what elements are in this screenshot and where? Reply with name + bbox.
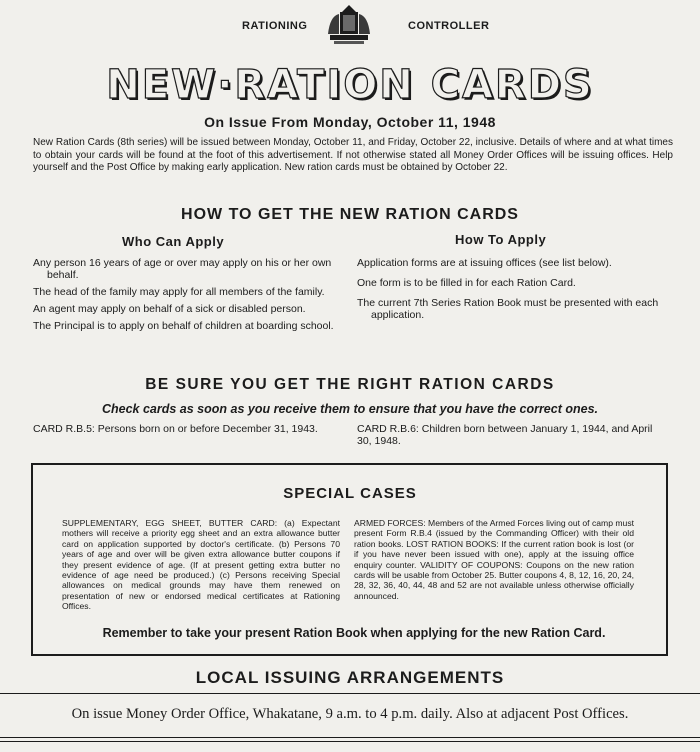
intro-paragraph: New Ration Cards (8th series) will be issued between Monday, October 11, and Friday, October 22, inclusive. Details of where and at what times to obtain your cards will be found at the foot of this advertisement. If not otherwise stated all Money Order Offices will be issuing offices. Help yourself and the Post Office by making early application. New ration cards must be obtained by October 22. — [33, 137, 673, 173]
list-item: The current 7th Series Ration Book must be presented with each application. — [357, 297, 659, 321]
list-item: One form is to be filled in for each Ration Card. — [357, 277, 576, 289]
list-item: The head of the family may apply for all members of the family. — [33, 286, 325, 298]
right-cards-heading: BE SURE YOU GET THE RIGHT RATION CARDS — [145, 376, 555, 393]
how-to-apply-heading: How To Apply — [455, 232, 547, 247]
main-title: NEW·RATION CARDS — [106, 62, 594, 108]
header-right-word: CONTROLLER — [408, 20, 490, 32]
local-issuing-heading: LOCAL ISSUING ARRANGEMENTS — [195, 668, 505, 687]
how-to-get-heading: HOW TO GET THE NEW RATION CARDS — [181, 206, 519, 223]
card-rb6: CARD R.B.6: Children born between January 1, 1944, and April 30, 1948. — [357, 423, 653, 447]
royal-coat-of-arms-icon — [326, 4, 372, 46]
list-item: Any person 16 years of age or over may apply on his or her own behalf. — [33, 257, 332, 281]
divider — [0, 741, 700, 742]
special-cases-heading: SPECIAL CASES — [283, 485, 417, 502]
local-issuing-line: On issue Money Order Office, Whakatane, 9 a.m. to 4 p.m. daily. Also at adjacent Post Offices. — [71, 706, 629, 722]
list-item: An agent may apply on behalf of a sick or disabled person. — [33, 303, 306, 315]
reminder-line: Remember to take your present Ration Book when applying for the new Ration Card. — [102, 626, 606, 640]
who-can-apply-list — [33, 257, 345, 332]
issue-date: On Issue From Monday, October 11, 1948 — [204, 114, 496, 130]
special-cases-right-text: ARMED FORCES: Members of the Armed Forces living out of camp must present Form R.B.4 (issued by the Commanding Officer) with their old ration books. LOST RATION BOOKS: If the current ration book is lost (or if you have never been issued with one), apply at the issuing office enquiry counter. VALIDITY OF COUPONS: Coupons on the new ration cards will be usable from October 25. Butter coupons 4, 8, 12, 16, 20, 24, 28, 32, 36, 40, 44, 48 and 52 are not available unless otherwise officially announced. — [354, 518, 634, 601]
card-rb5: CARD R.B.5: Persons born on or before December 31, 1943. — [33, 423, 318, 435]
who-can-apply-heading: Who Can Apply — [122, 234, 225, 249]
how-to-apply-list — [357, 257, 669, 321]
divider — [0, 693, 700, 694]
special-cases-left-text: SUPPLEMENTARY, EGG SHEET, BUTTER CARD: (a) Expectant mothers will receive a priority egg sheet and an extra allowance butter card on application supported by doctor's certificate. (b) Persons 70 years of age and over will be given extra allowance butter coupons if they present evidence of age. (If at present getting extra butter no evidence of age need be produced.) (c) Persons receiving Special allowances on medical grounds may have them renewed on presentation of new or endorsed medical certificates at Rationing Offices. — [62, 518, 340, 612]
divider — [0, 737, 700, 738]
list-item: Application forms are at issuing offices (see list below). — [357, 257, 612, 269]
list-item: The Principal is to apply on behalf of children at boarding school. — [33, 320, 334, 332]
right-cards-subheading: Check cards as soon as you receive them to ensure that you have the correct ones. — [101, 402, 598, 416]
header-left-word: RATIONING — [242, 20, 308, 32]
